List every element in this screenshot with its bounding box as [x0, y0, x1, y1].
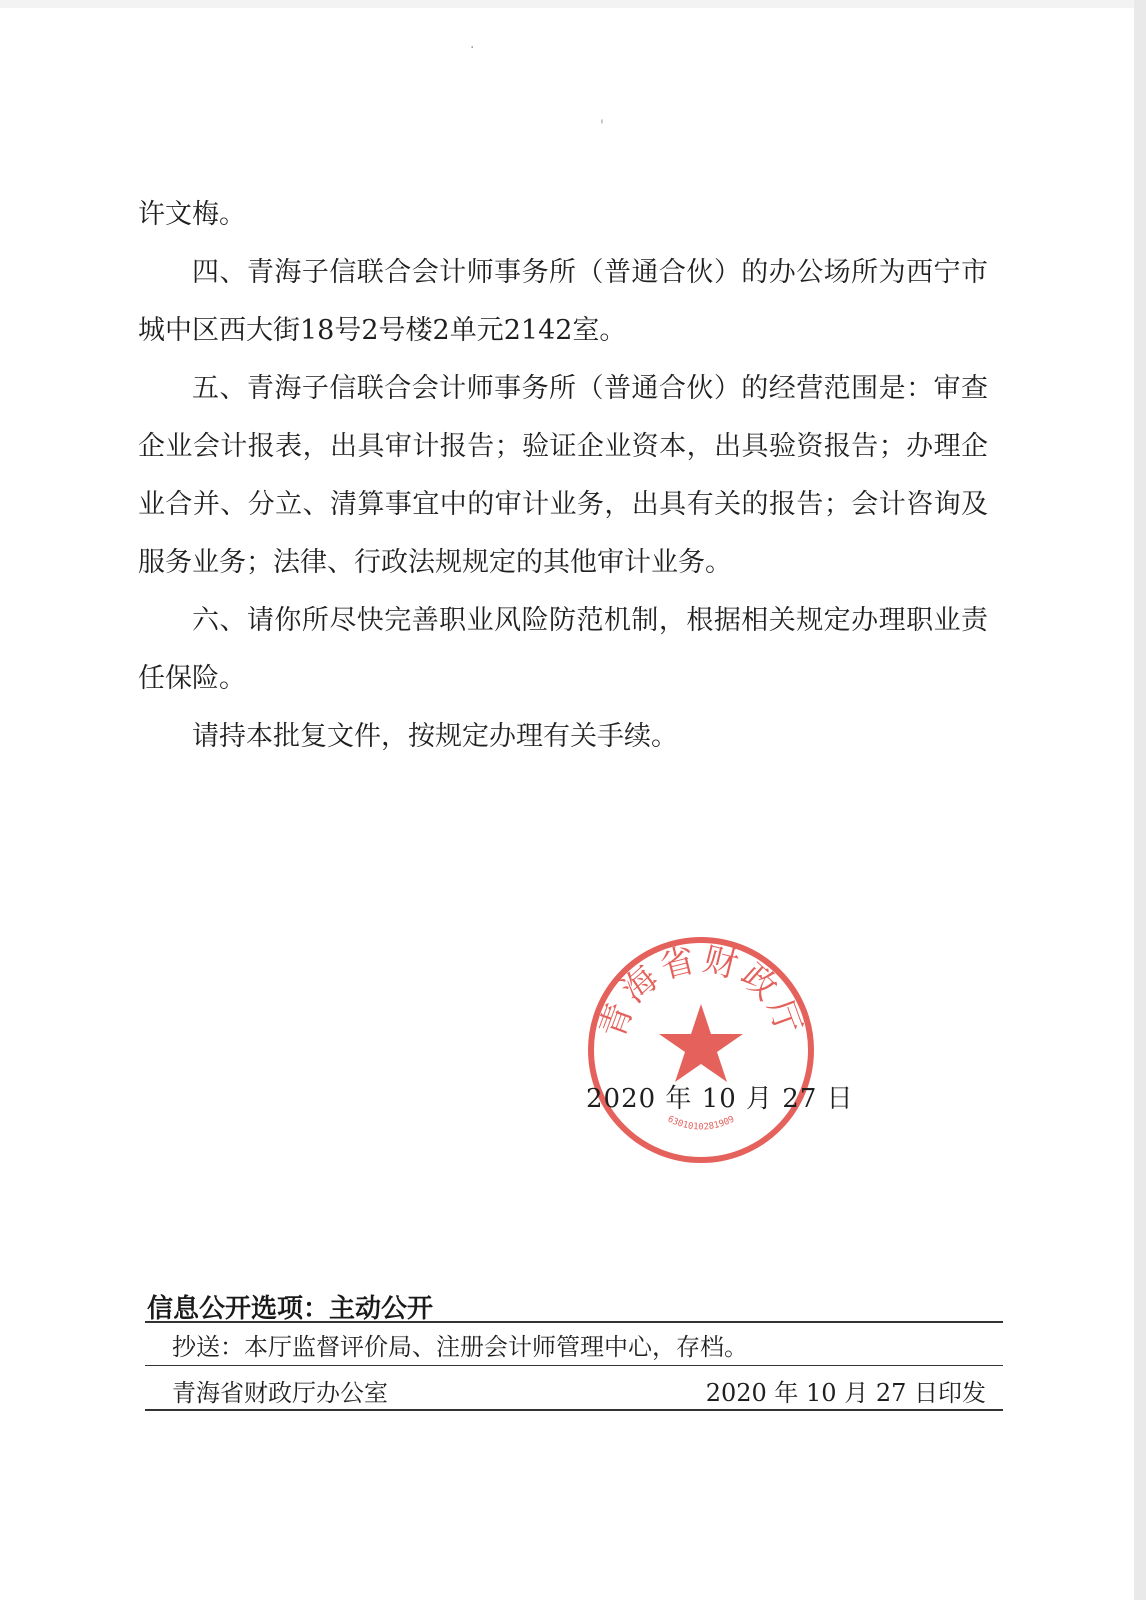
seal-star: [659, 1004, 743, 1082]
footer-divider: [145, 1321, 1003, 1323]
issuing-office: 青海省财政厅办公室: [172, 1379, 388, 1407]
paragraph-closing: 请持本批复文件，按规定办理有关手续。: [192, 721, 678, 752]
cc-line: 抄送：本厅监督评价局、注册会计师管理中心，存档。: [172, 1333, 748, 1361]
body-text: [138, 186, 988, 766]
scan-speck: ·: [470, 40, 475, 56]
disclosure-option: 信息公开选项：主动公开: [147, 1294, 434, 1324]
official-seal: [585, 934, 817, 1166]
scan-edge-top: [0, 0, 1146, 8]
document-date: 2020 年 10 月 27 日: [586, 1084, 854, 1114]
footer-divider: [145, 1365, 1003, 1366]
scan-speck: ': [600, 118, 604, 134]
scan-edge-right: [1134, 0, 1146, 1600]
paragraph-business-scope: 五、青海子信联合会计师事务所（普通合伙）的经营范围是：审查企业会计报表，出具审计报告；验证企业资本，出具验资报告；办理企业合并、分立、清算事宜中的审计业务，出具有关的报告；会计咨询及服务业务；法律、行政法规规定的其他审计业务。: [138, 373, 988, 578]
paragraph-continuation: 许文梅。: [138, 199, 246, 230]
issued-date: 2020 年 10 月 27 日印发: [705, 1379, 986, 1407]
seal-code: 6301010281909: [665, 1114, 737, 1133]
footer-divider: [145, 1409, 1003, 1411]
seal-text: 青海省财政厅: [592, 939, 810, 1044]
paragraph-office-address: 四、青海子信联合会计师事务所（普通合伙）的办公场所为西宁市城中区西大街18号2号楼2单元2142室。: [138, 257, 988, 346]
paragraph-risk-insurance: 六、请你所尽快完善职业风险防范机制，根据相关规定办理职业责任保险。: [138, 605, 988, 694]
